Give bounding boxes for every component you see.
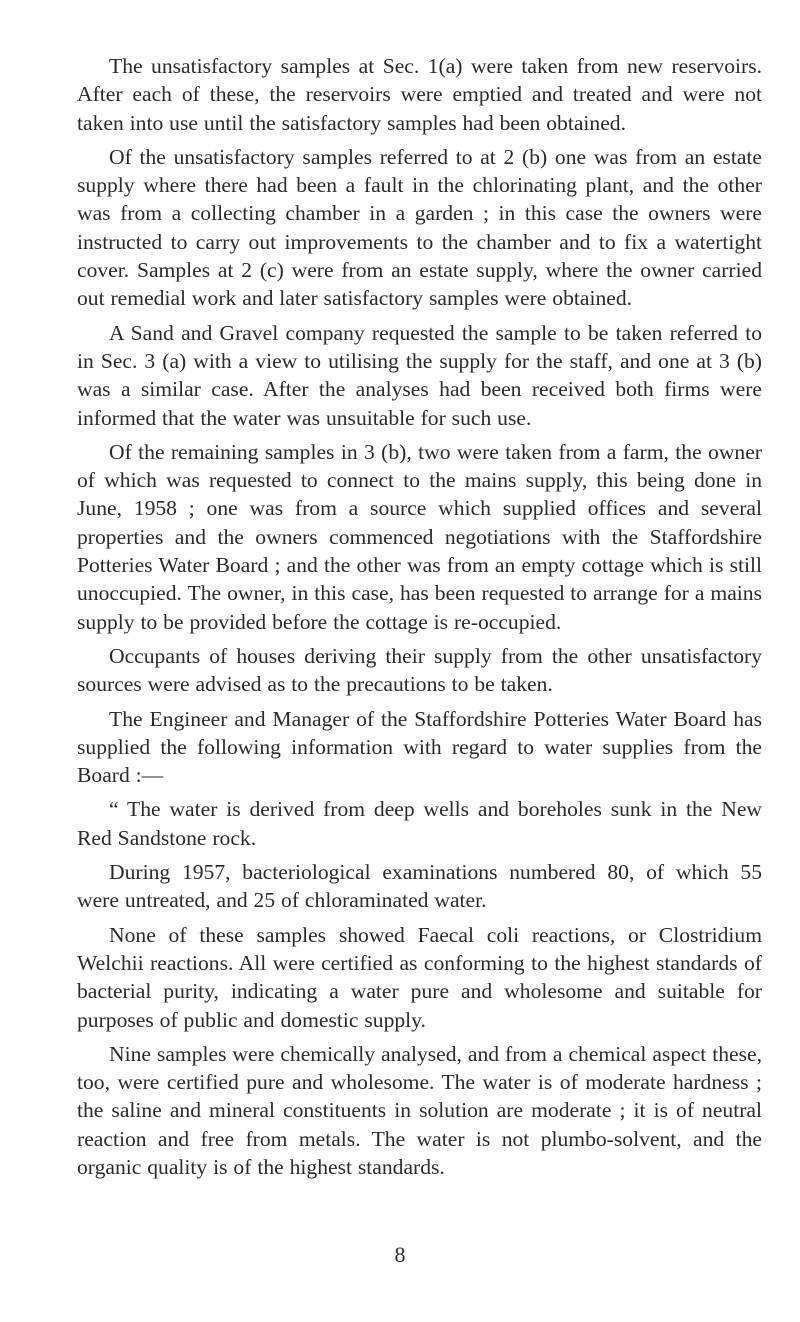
paragraph-purity-results: None of these samples showed Faecal coli reactions, or Clostridium Welchii reactions. All were certified as conforming to the highest standards of bacterial purity, indicating a water pure and wholesome and suitable for purposes of public and domestic supply. [77, 922, 762, 1032]
document-body [77, 52, 762, 1187]
paragraph-bacteriological-examinations: During 1957, bacteriological examinations numbered 80, of which 55 were untreated, and 25 of chloraminated water. [77, 860, 762, 913]
paragraph-engineer-manager: The Engineer and Manager of the Staffordshire Potteries Water Board has supplied the following information with regard to water supplies from the Board :— [77, 706, 762, 788]
page-number: 8 [394, 1242, 406, 1267]
paragraph-unsatisfactory-samples-2b: Of the unsatisfactory samples referred to at 2 (b) one was from an estate supply where there had been a fault in the chlorinating plant, and the other was from a collecting chamber in a garden ; in this case the owners were instructed to carry out improvements to the chamber and to fix a watertight cover. Samples at 2 (c) were from an estate supply, where the owner carried out remedial work and later satisfactory samples were obtained. [77, 144, 762, 311]
paragraph-water-source: “ The water is derived from deep wells and boreholes sunk in the New Red Sandstone rock. [77, 797, 762, 850]
paragraph-occupants-advised: Occupants of houses deriving their supply from the other unsatisfactory sources were advised as to the precautions to be taken. [77, 643, 762, 697]
paragraph-chemical-analysis: Nine samples were chemically analysed, and from a chemical aspect these, too, were certified pure and wholesome. The water is of moderate hardness ; the saline and mineral constituents in solution are moderate ; it is of neutral reaction and free from metals. The water is not plumbo-solvent, and the organic quality is of the highest standards. [77, 1041, 762, 1179]
paragraph-remaining-samples-3b: Of the remaining samples in 3 (b), two were taken from a farm, the owner of which was requested to connect to the mains supply, this being done in June, 1958 ; one was from a source which supplied offices and several properties and the owners commenced negotiations with the Staffordshire Potteries Water Board ; and the other was from an empty cottage which is still unoccupied. The owner, in this case, has been requested to arrange for a mains supply to be provided before the cottage is re-occupied. [77, 439, 762, 634]
paragraph-sand-and-gravel: A Sand and Gravel company requested the sample to be taken referred to in Sec. 3 (a) with a view to utilising the supply for the staff, and one at 3 (b) was a similar case. After the analyses had been received both firms were informed that the water was unsuitable for such use. [77, 320, 762, 430]
paragraph-new-reservoirs: The unsatisfactory samples at Sec. 1(a) were taken from new reservoirs. After each of these, the reservoirs were emptied and treated and were not taken into use until the satisfactory samples had been obtained. [77, 54, 762, 135]
